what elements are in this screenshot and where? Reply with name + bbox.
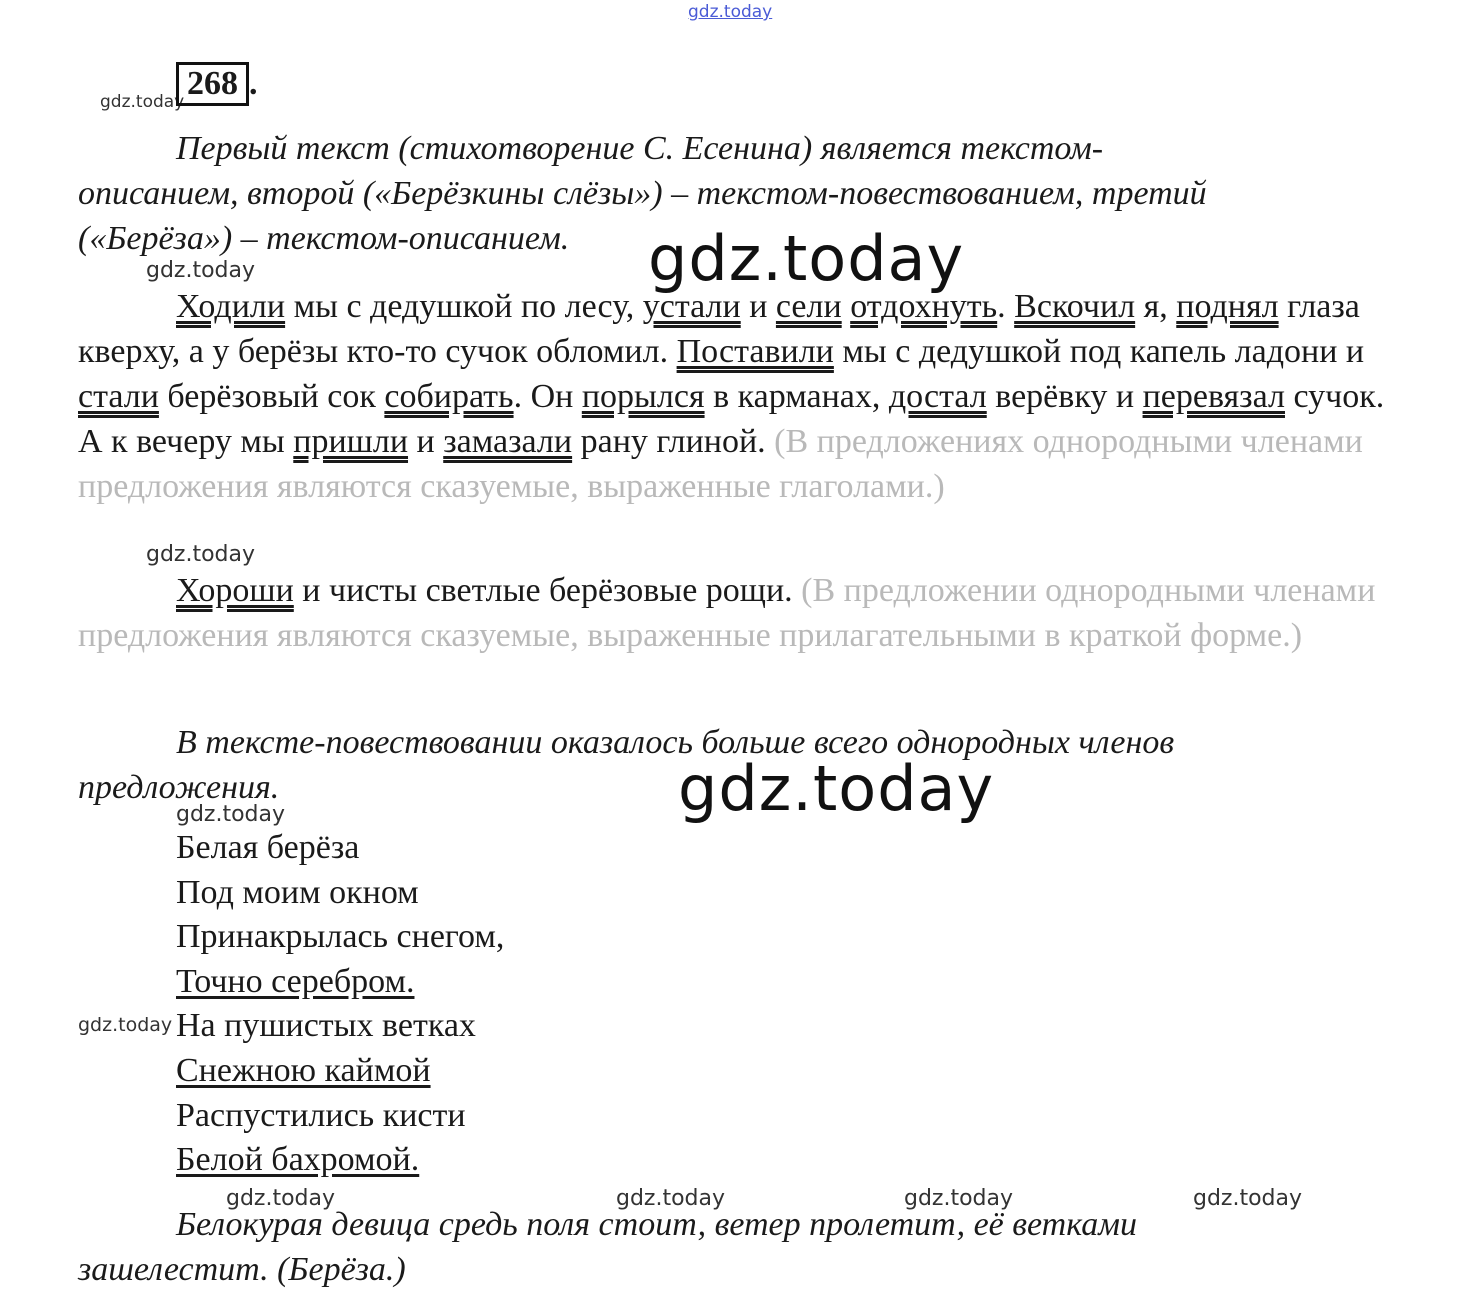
predicate-word: перевязал [1142, 378, 1285, 415]
paragraph-conclusion: В тексте-повествовании оказалось больше всего однородных членов предложения. [78, 724, 1175, 806]
poem-line: На пушистых ветках [176, 1007, 476, 1045]
text-span: и [408, 423, 444, 460]
watermark-small: gdz.today [78, 1014, 173, 1036]
predicate-word: порылся [581, 378, 705, 415]
predicate-word: Хороши [176, 572, 294, 609]
text-span: . Он [513, 378, 582, 415]
poem-line-underlined: Точно серебром. [176, 962, 415, 1000]
text-span: и [740, 288, 776, 325]
exercise-number-box: 268 [176, 62, 249, 106]
predicate-word: устали [642, 288, 741, 325]
watermark-small: gdz.today [226, 1186, 336, 1211]
predicate-word: замазали [443, 423, 573, 460]
text-span: глаза кверху, а у берёзы кто-то сучок обломил. [78, 288, 1360, 370]
predicate-word: отдохнуть [850, 288, 998, 325]
predicate-word: сели [775, 288, 842, 325]
watermark-small: gdz.today [1193, 1186, 1303, 1211]
watermark-small: gdz.today [100, 92, 185, 112]
predicate-word: стали [78, 378, 159, 415]
poem-line: Распустились кисти [176, 1096, 466, 1134]
watermark-small: gdz.today [146, 258, 256, 283]
exercise-number [176, 62, 258, 106]
predicate-word: Ходили [176, 288, 286, 325]
text-span: я, [1135, 288, 1177, 325]
text-span: берёзовый сок [158, 378, 385, 415]
paragraph-groves [78, 568, 1388, 658]
paragraph-line: Первый текст (стихотворение С. Есенина) является текстом- [176, 130, 1104, 167]
text-span: мы с дедушкой под капель ладони и [833, 333, 1365, 370]
predicate-word: поднял [1176, 288, 1279, 325]
poem-line: Под моим окном [176, 873, 419, 911]
predicate-word: достал [888, 378, 987, 415]
poem-line-underlined: Снежною каймой [176, 1051, 431, 1089]
watermark-small: gdz.today [904, 1186, 1014, 1211]
text-span: . [997, 288, 1015, 325]
text-span [842, 288, 851, 325]
watermark-small: gdz.today [146, 542, 256, 567]
poem-line: Белая берёза [176, 829, 360, 866]
paragraph-story [78, 284, 1388, 509]
paragraph-line: («Берёза») – текстом-описанием. [78, 220, 570, 257]
text-span: и чисты светлые берёзовые рощи. [293, 572, 793, 609]
watermark-small: gdz.today [616, 1186, 726, 1211]
text-span: сучок. А к вечеру мы [78, 378, 1385, 460]
note-text: (В предложениях однородными членами предложения являются сказуемые, выраженные глаголами.) [78, 423, 1363, 505]
watermark-small: gdz.today [176, 802, 286, 827]
poem-line-underlined: Белой бахромой. [176, 1141, 420, 1179]
paragraph-line: описанием, второй («Берёзкины слёзы») – текстом-повествованием, третий [78, 175, 1207, 212]
text-span: рану глиной. [572, 423, 766, 460]
watermark-top: gdz.today [688, 2, 773, 22]
note-text: (В предложении однородными членами предложения являются сказуемые, выраженные прилагательными в краткой форме.) [78, 572, 1376, 654]
paragraph-riddle: Белокурая девица средь поля стоит, ветер пролетит, её ветками зашелестит. (Берёза.) [78, 1206, 1137, 1288]
predicate-word: собирать [384, 378, 514, 415]
paragraph-text-types [78, 126, 1388, 261]
predicate-word: пришли [293, 423, 409, 460]
text-span: мы с дедушкой по лесу, [285, 288, 643, 325]
poem [176, 826, 504, 1183]
text-span: в карманах, [704, 378, 889, 415]
poem-line: Принакрылась снегом, [176, 918, 505, 956]
watermark-large: gdz.today [678, 752, 995, 825]
text-span: верёвку и [986, 378, 1143, 415]
predicate-word: Вскочил [1014, 288, 1136, 325]
predicate-word: Поставили [676, 333, 834, 370]
watermark-large: gdz.today [648, 222, 965, 295]
exercise-number-dot: . [249, 65, 258, 102]
